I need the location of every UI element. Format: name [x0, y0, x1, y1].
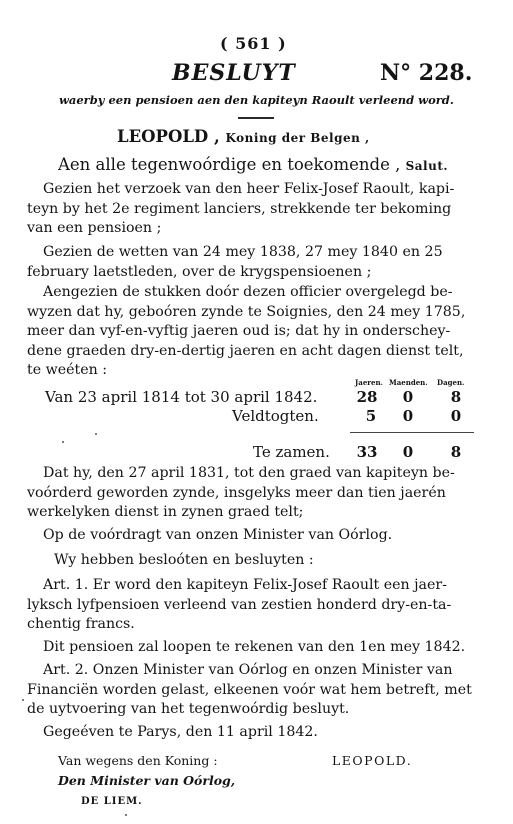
- paragraph-pension-start: [27, 638, 465, 658]
- sum-rule: [350, 432, 474, 433]
- text-line: Aengezien de stukken doór dezen officier overgelegd be-: [43, 284, 453, 300]
- campaigns-row-months: 0: [402, 407, 414, 425]
- header-days: Dagen.: [437, 378, 465, 387]
- king-line: [117, 127, 370, 146]
- text-line: Gezien het verzoek van den heer Felix-Josef Raoult, kapi-: [43, 181, 455, 197]
- text-line: de uytvoering van het tegenwoórdig besluyt.: [27, 701, 350, 717]
- text-line: werkelyken dienst in zynen graed telt;: [27, 504, 304, 520]
- text-line: Wy hebben besloóten en besluyten :: [54, 552, 314, 568]
- text-line: meer dan vyf-en-vyftig jaeren oud is; dat hy in onderschey-: [27, 323, 451, 339]
- campaigns-row-years: 5: [365, 407, 377, 425]
- text-line: Dit pensioen zal loopen te rekenen van den 1en mey 1842.: [43, 639, 466, 655]
- header-years: Jaeren.: [355, 378, 383, 387]
- king-signature: LEOPOLD.: [332, 753, 413, 768]
- article-2: [27, 661, 472, 720]
- king-title: Koning der Belgen ,: [225, 131, 370, 145]
- king-name: LEOPOLD ,: [117, 127, 220, 146]
- by-order-of-king: Van wegens den Koning :: [58, 753, 218, 768]
- campaigns-row-days: 0: [450, 407, 462, 425]
- page-number: ( 561 ): [220, 34, 287, 53]
- service-row-months: 0: [402, 388, 414, 406]
- header-months: Maenden.: [389, 378, 428, 387]
- ink-speck: [125, 814, 127, 816]
- greeting-text: Aen alle tegenwoórdige en toekomende ,: [58, 155, 401, 174]
- greeting-line: [58, 155, 448, 174]
- document-title: BESLUYT: [172, 60, 296, 86]
- text-line: teyn by het 2e regiment lanciers, strekkende ter bekoming: [27, 200, 452, 217]
- ink-speck: [22, 699, 24, 701]
- minister-name: DE LIEM.: [81, 796, 143, 807]
- article-1: [27, 576, 451, 635]
- ink-speck: [95, 433, 97, 435]
- text-line: voórderd geworden zynde, insgelyks meer dan tien jaerén: [27, 484, 446, 501]
- paragraph-considering: [27, 283, 465, 381]
- text-line: dene graeden dry-en-dertig jaeren en acht dagen dienst telt,: [27, 342, 464, 359]
- total-row-years: 33: [356, 443, 378, 461]
- minister-title: Den Minister van Oórlog,: [58, 773, 236, 788]
- text-line: chentig francs.: [27, 616, 135, 632]
- text-line: Gezien de wetten van 24 mey 1838, 27 mey 1840 en 25: [43, 244, 443, 260]
- greeting-salut: Salut.: [405, 159, 449, 173]
- text-line: Financiën worden gelast, elkeenen voór wat hem betreft, met: [27, 681, 472, 698]
- paragraph-promotion: [27, 464, 455, 523]
- text-line: van een pensioen ;: [27, 220, 162, 236]
- text-line: Art. 1. Er word den kapiteyn Felix-Josef Raoult een jaer-: [43, 577, 447, 593]
- text-line: Dat hy, den 27 april 1831, tot den graed van kapiteyn be-: [43, 465, 455, 481]
- given-at: [27, 723, 318, 743]
- paragraph-request: [27, 180, 454, 239]
- ink-speck: [62, 441, 64, 443]
- decree-number: N° 228.: [380, 60, 473, 86]
- paragraph-proposal: [27, 526, 392, 546]
- document-subtitle: waerby een pensioen aen den kapiteyn Raoult verleend word.: [59, 93, 454, 107]
- paragraph-decision: [38, 551, 314, 571]
- service-row-years: 28: [356, 388, 378, 406]
- total-row-months: 0: [402, 443, 414, 461]
- text-line: Art. 2. Onzen Minister van Oórlog en onzen Minister van: [43, 662, 453, 678]
- total-row-label: Te zamen.: [253, 443, 330, 461]
- text-line: Gegeéven te Parys, den 11 april 1842.: [43, 724, 318, 740]
- total-row-days: 8: [450, 443, 462, 461]
- campaigns-row-label: Veldtogten.: [232, 407, 319, 425]
- text-line: te weéten :: [27, 362, 108, 378]
- text-line: wyzen dat hy, geboóren zynde te Soignies, den 24 mey 1785,: [27, 303, 466, 320]
- title-divider: [238, 117, 274, 119]
- text-line: lyksch lyfpensioen verleend van zestien honderd dry-en-ta-: [27, 596, 452, 613]
- text-line: february laetstleden, over de krygspensioenen ;: [27, 263, 372, 280]
- text-line: Op de voórdragt van onzen Minister van Oórlog.: [43, 527, 393, 543]
- service-row-days: 8: [450, 388, 462, 406]
- paragraph-laws: [27, 243, 443, 282]
- service-row-label: Van 23 april 1814 tot 30 april 1842.: [45, 388, 318, 406]
